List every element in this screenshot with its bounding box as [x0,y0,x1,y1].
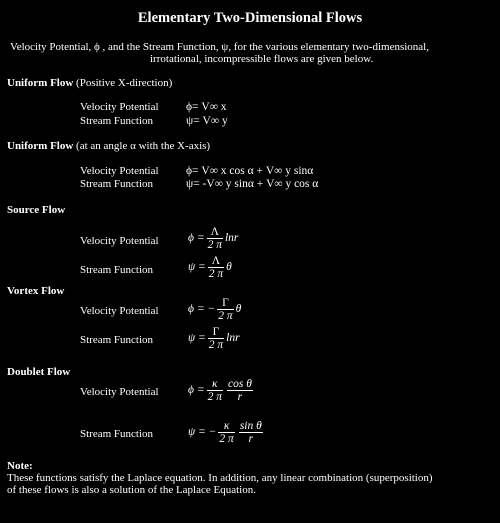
uniform-angle-sf-label: Stream Function [80,178,154,190]
denominator: 2 π [219,433,234,445]
vortex-vp-equation [188,297,241,322]
uniform-x-sf-label: Stream Function [80,115,154,127]
uniform-x-vp-label: Velocity Potential [80,101,159,113]
uniform-angle-vp-equation: ϕ= V∞ x cos α + V∞ y sinα [186,165,314,177]
section-source-heading: Source Flow [7,204,66,216]
denominator: 2 π [207,391,222,403]
equation-lhs: ϕ = [188,384,205,396]
equation-lhs: ψ = − [188,426,217,438]
fraction [218,420,234,445]
numerator: κ [218,420,234,433]
numerator: sin θ [239,420,262,432]
section-title: Uniform Flow [7,77,74,89]
source-sf-label: Stream Function [80,264,154,276]
doublet-vp-label: Velocity Potential [80,386,159,398]
denominator: r [248,433,254,445]
denominator: r [237,391,243,403]
vortex-sf-label: Stream Function [80,334,154,346]
section-uniform-angle-heading [7,140,210,153]
numerator: Γ [217,297,233,310]
equation-lhs: ψ = [188,261,206,273]
equation-rhs: θ [235,303,242,315]
numerator: κ [207,378,223,391]
denominator: 2 π [218,310,233,322]
section-uniform-x-heading [7,77,172,90]
denominator: 2 π [207,239,222,251]
numerator: Λ [208,255,224,268]
section-doublet-heading: Doublet Flow [7,366,71,378]
source-vp-label: Velocity Potential [80,235,159,247]
page-title: Elementary Two-Dimensional Flows [137,10,363,26]
numerator: Λ [207,226,223,239]
uniform-angle-vp-label: Velocity Potential [80,165,159,177]
fraction [208,326,224,351]
equation-rhs: lnr [224,232,239,244]
fraction [207,226,223,251]
section-vortex-heading: Vortex Flow [7,285,65,297]
denominator: 2 π [208,339,224,351]
source-sf-equation [188,255,232,280]
fraction [207,378,223,403]
uniform-x-vp-equation: ϕ= V∞ x [186,101,227,113]
fraction [239,420,263,445]
note-line-2: of these flows is also a solution of the Laplace Equation. [7,484,256,496]
equation-lhs: ϕ = − [188,303,216,315]
vortex-sf-equation [188,326,240,351]
equation-rhs: θ [226,261,232,273]
denominator: 2 π [208,268,224,280]
intro-line-1: Velocity Potential, ϕ , and the Stream Function, ψ, for the various elementary two-dimensional, [10,41,429,53]
numerator: Γ [208,326,224,339]
numerator: cos θ [227,378,252,390]
equation-rhs: lnr [226,332,240,344]
doublet-vp-equation [188,378,255,403]
doublet-sf-equation [188,420,265,445]
uniform-angle-sf-equation: ψ= -V∞ y sinα + V∞ y cos α [186,178,319,190]
section-subtitle: (at an angle α with the X-axis) [73,140,211,152]
uniform-x-sf-equation: ψ= V∞ y [186,115,228,127]
equation-lhs: ϕ = [188,232,205,244]
fraction [227,378,253,403]
section-subtitle: (Positive X-direction) [73,77,173,89]
equation-lhs: ψ = [188,332,206,344]
intro-line-2: irrotational, incompressible flows are given below. [150,53,374,65]
section-title: Uniform Flow [7,140,74,152]
note-heading: Note: [7,460,33,472]
doublet-sf-label: Stream Function [80,428,154,440]
fraction [217,297,233,322]
source-vp-equation [188,226,238,251]
vortex-vp-label: Velocity Potential [80,305,159,317]
fraction [208,255,224,280]
note-line-1: These functions satisfy the Laplace equation. In addition, any linear combination (superposition) [7,472,433,484]
